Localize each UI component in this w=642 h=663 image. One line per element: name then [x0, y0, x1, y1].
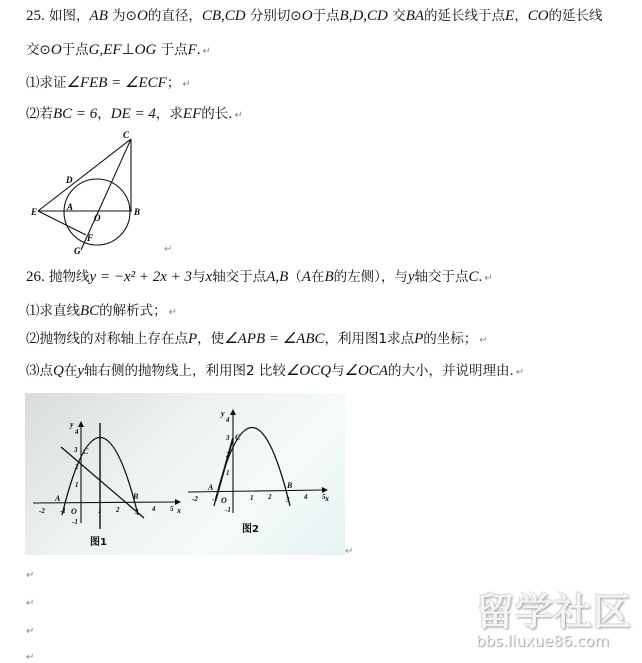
- svg-text:-1: -1: [72, 518, 78, 526]
- q26-stem: [26, 268, 493, 288]
- svg-text:图1: 图1: [90, 537, 107, 548]
- svg-text:E: E: [31, 207, 38, 217]
- svg-text:3: 3: [135, 508, 139, 516]
- watermark-url: bbs.liuxue86.com: [476, 632, 609, 650]
- paragraph-mark-icon: ↵: [182, 79, 191, 90]
- text: 抛物线: [49, 269, 90, 285]
- q26-part3: [26, 362, 524, 382]
- math: E: [505, 8, 515, 24]
- math: CO: [527, 8, 549, 24]
- math: y = −x² + 2x + 3: [89, 269, 193, 285]
- watermark: [476, 592, 636, 656]
- paragraph-mark-icon: ↵: [234, 110, 243, 121]
- text: 分别切⊙: [249, 8, 302, 24]
- svg-text:图2: 图2: [242, 524, 259, 535]
- paragraph-mark-icon: ↵: [345, 546, 354, 557]
- paragraph-mark-icon: ↵: [164, 244, 173, 255]
- paragraph-mark-icon: ↵: [26, 652, 35, 663]
- math: EF: [182, 106, 202, 122]
- text: ，: [514, 8, 528, 24]
- svg-text:B: B: [134, 207, 141, 217]
- text: 的长.: [201, 106, 233, 122]
- text: ；: [166, 75, 181, 91]
- text: 在: [310, 269, 325, 285]
- svg-text:F: F: [87, 233, 94, 243]
- text: 的大小，并说明理由.: [387, 363, 514, 379]
- text: 交: [392, 8, 406, 24]
- svg-text:C: C: [83, 447, 89, 456]
- math: B,D,CD: [339, 8, 388, 24]
- text: 为⊙: [112, 8, 137, 24]
- svg-text:2: 2: [268, 493, 272, 501]
- text: ⑵抛物线的对称轴上存在点: [26, 331, 188, 347]
- math: ∠OCA: [344, 363, 388, 379]
- math: Q: [53, 363, 64, 379]
- text: ，利用图1求点: [324, 331, 415, 347]
- paragraph-mark-icon: ↵: [479, 335, 488, 346]
- math: F: [187, 42, 197, 58]
- text: 轴右侧的抛物线上，利用图2 比较: [84, 363, 286, 379]
- svg-text:-1: -1: [60, 507, 66, 515]
- figure-1: [33, 421, 181, 529]
- paragraph-mark-icon: ↵: [26, 598, 35, 609]
- svg-text:1: 1: [75, 481, 79, 489]
- math: O: [301, 8, 313, 24]
- q25-stem-line1: [26, 7, 603, 25]
- svg-text:A: A: [55, 494, 61, 503]
- q26-figures-photo: [25, 393, 345, 555]
- paragraph-mark-icon: ↵: [202, 46, 211, 57]
- svg-text:-2: -2: [192, 495, 198, 503]
- math: ∠APB = ∠ABC: [224, 331, 325, 347]
- text: ，求: [155, 106, 183, 122]
- svg-text:1: 1: [98, 507, 102, 515]
- svg-text:O: O: [94, 213, 101, 223]
- svg-text:x: x: [325, 494, 329, 503]
- math: G,EF: [88, 42, 122, 58]
- math: P: [188, 331, 198, 347]
- svg-text:4: 4: [304, 493, 308, 501]
- svg-text:y: y: [70, 420, 74, 429]
- svg-text:A: A: [208, 483, 214, 492]
- svg-text:1: 1: [250, 494, 254, 502]
- text: ⑴求直线: [26, 303, 80, 319]
- parabola-graphs: [25, 393, 345, 555]
- svg-text:C: C: [123, 130, 130, 140]
- watermark-title: 留学社区: [476, 590, 633, 634]
- math: O: [136, 8, 148, 24]
- text: ⑶点: [26, 363, 53, 379]
- q25-part1: [26, 74, 191, 94]
- math: A,B: [266, 269, 289, 285]
- text: 与: [192, 269, 206, 285]
- svg-text:3: 3: [74, 446, 78, 454]
- math: BC: [80, 303, 100, 319]
- svg-text:2: 2: [75, 463, 79, 471]
- svg-text:x: x: [177, 506, 181, 515]
- svg-text:5: 5: [322, 493, 326, 501]
- svg-text:1: 1: [226, 469, 230, 477]
- svg-text:4: 4: [226, 416, 230, 424]
- text: ⑵若: [26, 106, 53, 122]
- svg-text:2: 2: [226, 451, 230, 459]
- math: O: [50, 42, 62, 58]
- text: 轴交于点: [414, 269, 469, 285]
- math: ∠FEB = ∠ECF: [66, 75, 167, 91]
- text: .: [196, 42, 201, 58]
- math: BA: [405, 8, 425, 24]
- text: 交⊙: [26, 42, 51, 58]
- svg-text:A: A: [67, 202, 74, 212]
- paragraph-mark-icon: ↵: [484, 273, 493, 284]
- svg-text:4: 4: [152, 505, 156, 513]
- math: OG: [134, 42, 157, 58]
- text: 与: [331, 363, 345, 379]
- text: 在: [63, 363, 78, 379]
- svg-text:C: C: [235, 433, 241, 442]
- math: DE = 4: [110, 106, 156, 122]
- math: P: [414, 331, 424, 347]
- svg-text:3: 3: [226, 434, 230, 442]
- text: 如图，: [49, 8, 90, 24]
- q26-part1: [26, 302, 177, 322]
- svg-text:O: O: [221, 496, 227, 505]
- circle-tangent-diagram: [30, 128, 173, 256]
- text: 的解析式；: [99, 303, 167, 319]
- text: ，使: [197, 331, 225, 347]
- math: x: [205, 269, 213, 285]
- text: 于点: [160, 42, 188, 58]
- svg-text:4: 4: [75, 428, 79, 436]
- text: 轴交于点: [212, 269, 267, 285]
- text: 于点: [312, 8, 340, 24]
- svg-text:B: B: [287, 481, 293, 490]
- math: B: [324, 269, 334, 285]
- paragraph-mark-icon: ↵: [26, 570, 35, 581]
- paragraph-mark-icon: ↵: [168, 307, 178, 318]
- text: 的左侧），与: [333, 269, 408, 285]
- svg-text:2: 2: [116, 506, 120, 514]
- q25-geometry-figure: [30, 128, 173, 256]
- q26-part2: [26, 330, 488, 350]
- svg-text:-1: -1: [212, 495, 218, 503]
- math: AB: [89, 8, 108, 24]
- math: ∠OCQ: [285, 363, 332, 379]
- svg-text:-2: -2: [39, 507, 45, 515]
- text: 的坐标；: [423, 331, 478, 347]
- math: A: [301, 269, 311, 285]
- text: 的延长线: [548, 8, 603, 24]
- svg-text:y: y: [221, 409, 225, 418]
- math: BC = 6: [53, 106, 98, 122]
- paragraph-mark-icon: ↵: [26, 626, 35, 637]
- text: ，: [97, 106, 111, 122]
- paragraph-mark-icon: ↵: [515, 367, 525, 378]
- math: CB,CD: [201, 8, 246, 24]
- question-number: 25.: [26, 8, 45, 24]
- text: .: [478, 269, 483, 285]
- math: y: [77, 363, 85, 379]
- text: （: [288, 269, 302, 285]
- svg-text:3: 3: [286, 496, 290, 504]
- q25-part2: [26, 105, 243, 125]
- text: 的直径，: [147, 8, 202, 24]
- text: 的延长线于点: [424, 8, 506, 24]
- question-number: 26.: [26, 269, 45, 285]
- svg-text:D: D: [66, 175, 73, 185]
- svg-text:-1: -1: [225, 506, 231, 514]
- svg-text:B: B: [133, 492, 139, 501]
- math: ⊥: [121, 42, 135, 58]
- svg-text:G: G: [74, 246, 81, 256]
- text: ⑴求证: [26, 75, 67, 91]
- math: C: [468, 269, 479, 285]
- svg-text:5: 5: [170, 505, 174, 513]
- text: 于点: [61, 42, 89, 58]
- svg-text:O: O: [71, 507, 77, 516]
- math: y: [407, 269, 415, 285]
- q25-stem-line2: [26, 41, 211, 61]
